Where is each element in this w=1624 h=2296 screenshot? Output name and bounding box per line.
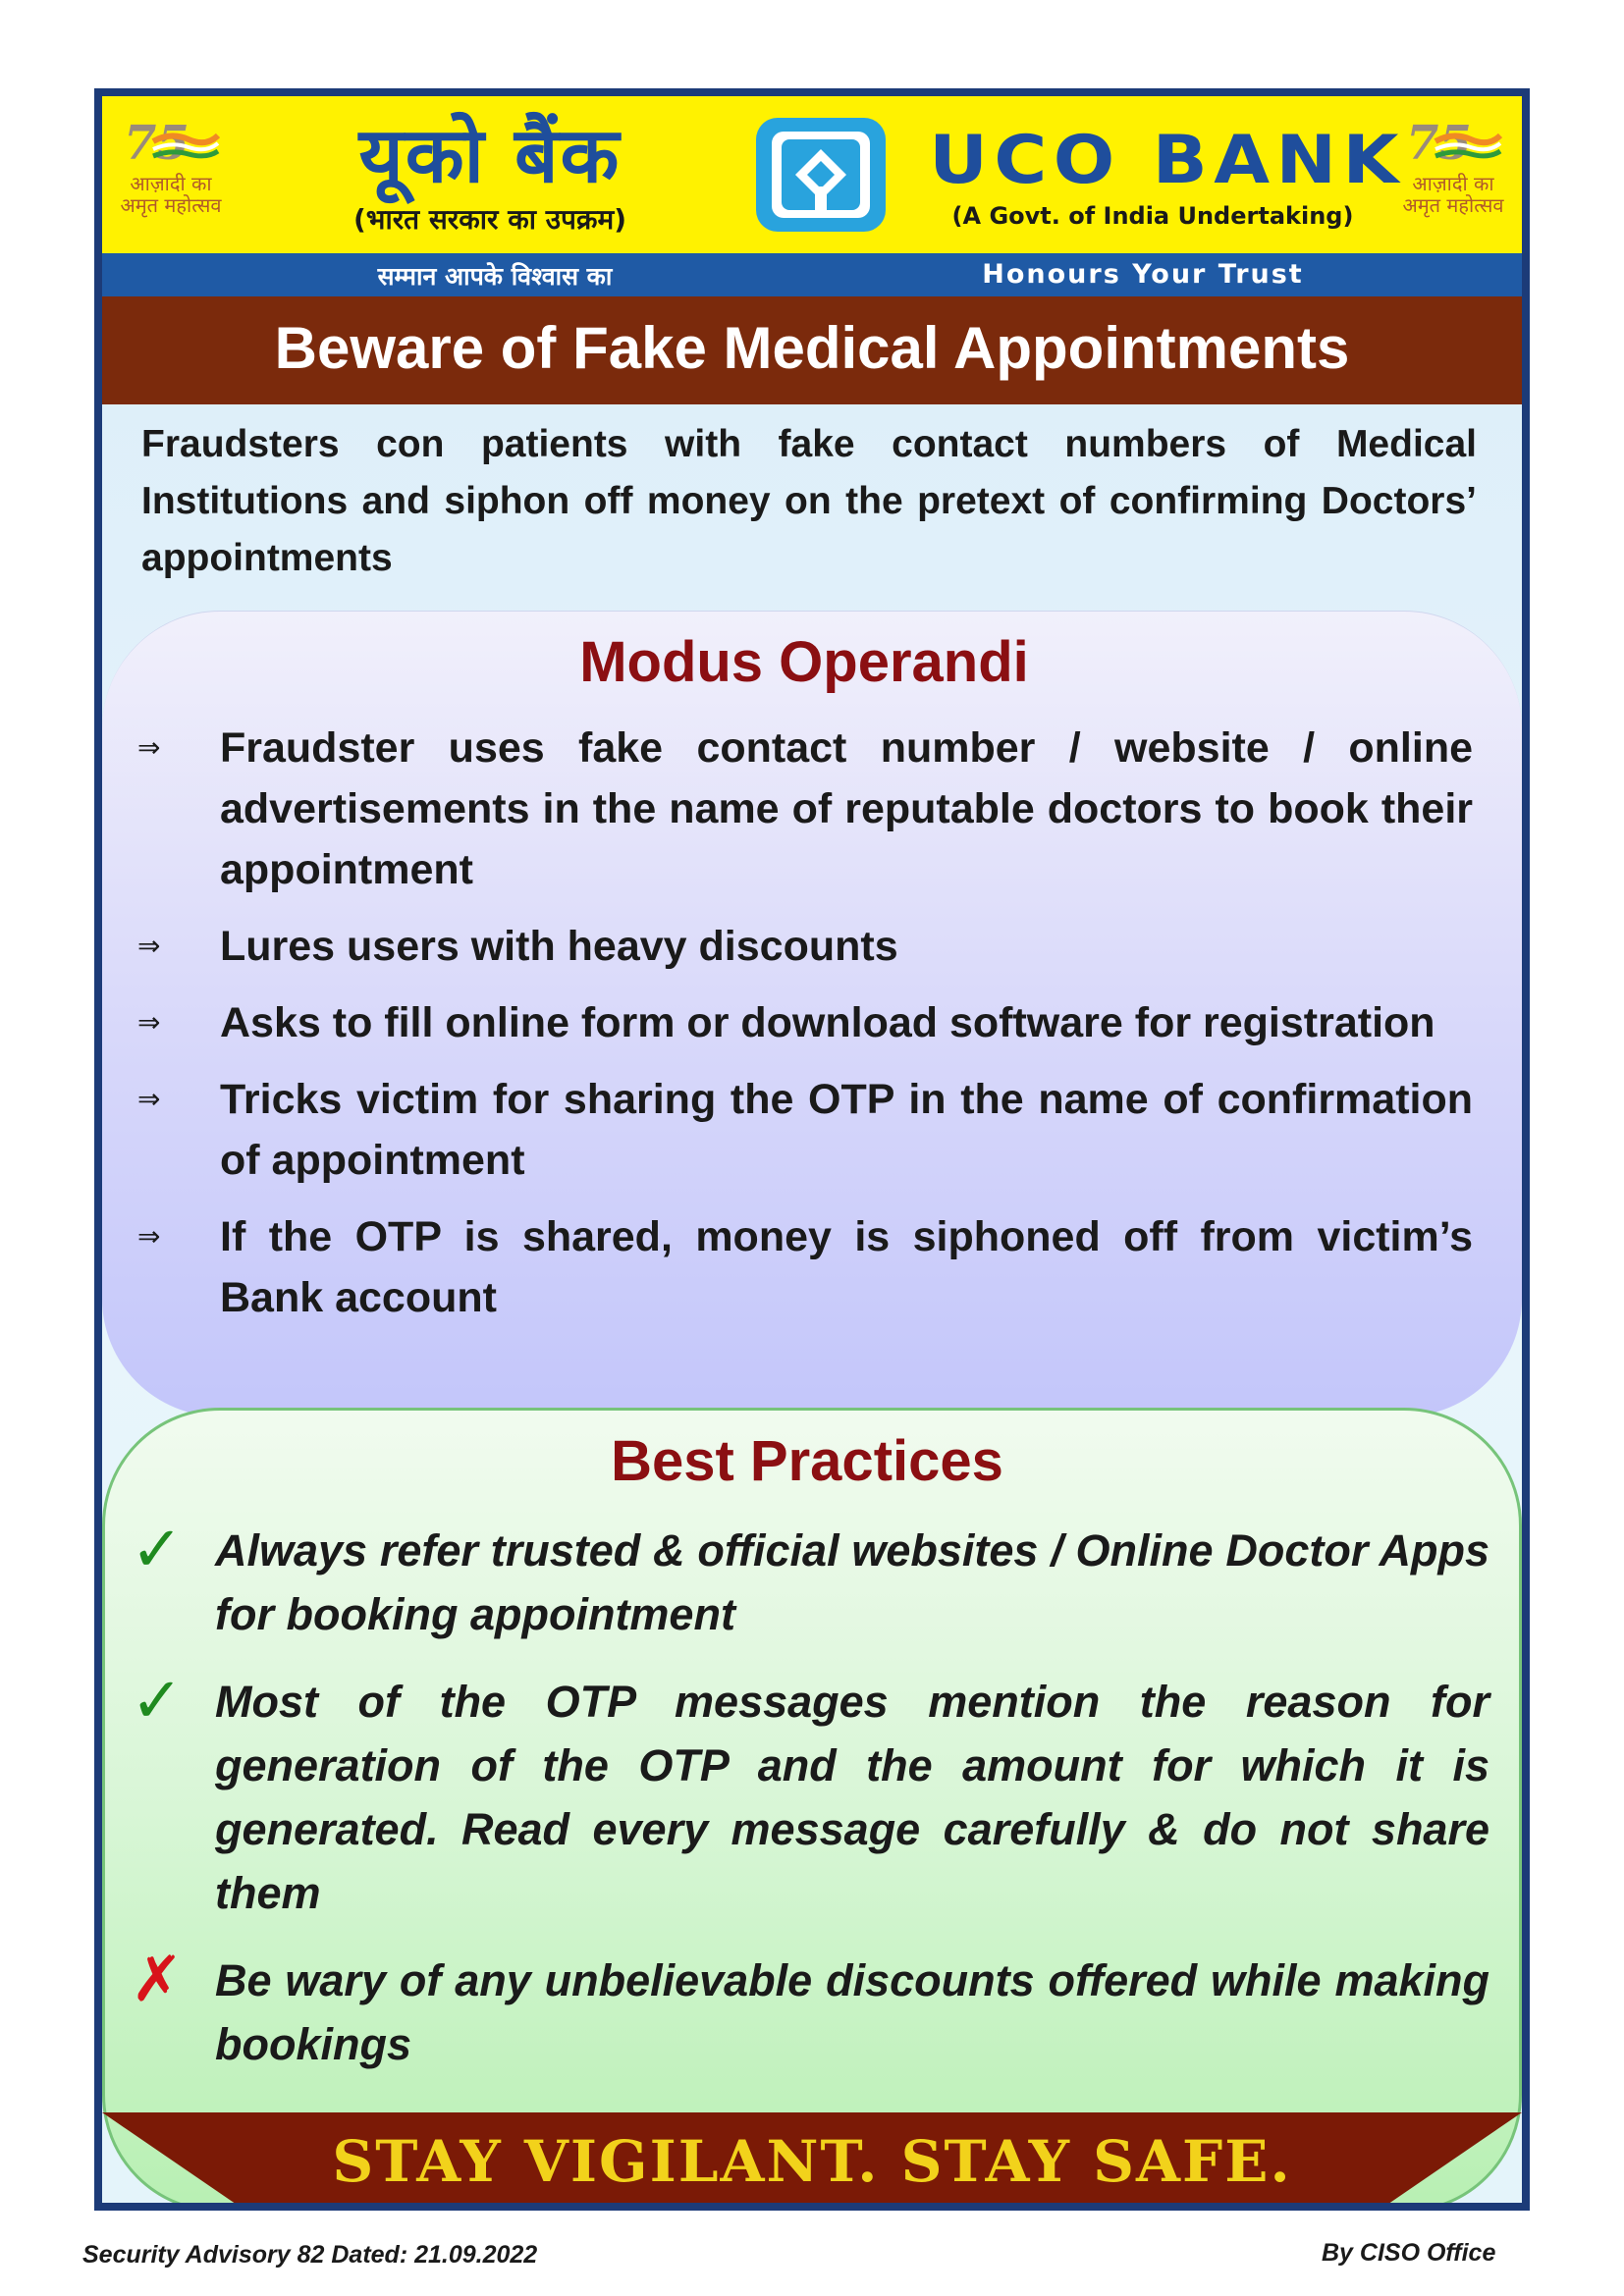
azadi-text: आज़ादी का अमृत महोत्सव [1402, 172, 1504, 217]
arrow-icon: ⇒ [137, 930, 161, 962]
azadi-emblem-left [112, 116, 230, 234]
tagline-english: Honours Your Trust [982, 259, 1304, 290]
modus-operandi-list [137, 718, 1473, 1344]
list-item-text: Be wary of any unbelievable discounts offered while making bookings [215, 1955, 1489, 2069]
advisory-reference: Security Advisory 82 Dated: 21.09.2022 [82, 2241, 538, 2269]
list-item [137, 1069, 1473, 1191]
azadi-number: 75 [1406, 116, 1472, 171]
list-item [131, 1665, 1489, 1925]
list-item [137, 916, 1473, 977]
cross-icon: ✗ [131, 1944, 184, 2016]
list-item [131, 1944, 1489, 2076]
arrow-icon: ⇒ [137, 1220, 161, 1253]
uco-bank-logo-icon [748, 110, 893, 240]
bank-name-hindi: यूको बैंक [358, 112, 622, 200]
footer-banner [102, 2112, 1522, 2211]
list-item-text: If the OTP is shared, money is siphoned off from victim’s Bank account [220, 1213, 1473, 1321]
list-item-text: Tricks victim for sharing the OTP in the name of confirmation of appointment [220, 1076, 1473, 1184]
arrow-icon: ⇒ [137, 1083, 161, 1115]
best-practices-list [131, 1514, 1489, 2100]
intro-paragraph: Fraudsters con patients with fake contact numbers of Medical Institutions and siphon off money on the pretext of confirming Doctors’ appointments [141, 423, 1477, 579]
page-title: Beware of Fake Medical Appointments [274, 315, 1350, 381]
azadi-number: 75 [124, 116, 189, 171]
list-item [131, 1514, 1489, 1646]
list-item [137, 718, 1473, 900]
tagline-hindi: सम्मान आपके विश्वास का [377, 262, 613, 291]
azadi-text: आज़ादी का अमृत महोत्सव [120, 172, 222, 217]
list-item [137, 1206, 1473, 1328]
flag-icon [151, 130, 220, 159]
arrow-icon: ⇒ [137, 1006, 161, 1039]
list-item-text: Most of the OTP messages mention the reason for generation of the OTP and the amount for which it is generated. Read every message carefully & do not share them [215, 1677, 1489, 1918]
flag-icon [1434, 130, 1502, 159]
azadi-emblem-right [1394, 116, 1512, 234]
advisory-frame [94, 88, 1530, 2211]
list-item-text: Asks to fill online form or download software for registration [220, 999, 1435, 1046]
check-icon: ✓ [131, 1665, 184, 1737]
title-bar [102, 296, 1522, 404]
list-item [137, 992, 1473, 1053]
modus-operandi-panel [102, 611, 1522, 1416]
list-item-text: Lures users with heavy discounts [220, 923, 898, 970]
tagline-bar [102, 253, 1522, 296]
best-practices-panel [102, 1408, 1522, 2211]
list-item-text: Fraudster uses fake contact number / website / online advertisements in the name of reputable doctors to book their appointment [220, 724, 1473, 893]
author-credit: By CISO Office [1322, 2239, 1496, 2267]
list-item-text: Always refer trusted & official websites / Online Doctor Apps for booking appointment [215, 1525, 1489, 1639]
bank-name-english: UCO BANK [929, 122, 1405, 199]
bank-subtitle-hindi: (भारत सरकार का उपक्रम) [352, 203, 627, 236]
best-practices-heading: Best Practices [611, 1429, 1003, 1493]
advisory-content [102, 296, 1522, 2211]
footer-slogan: STAY VIGILANT. STAY SAFE. [332, 2128, 1292, 2195]
modus-operandi-heading: Modus Operandi [579, 630, 1029, 694]
arrow-icon: ⇒ [137, 731, 161, 764]
bank-subtitle-english: (A Govt. of India Undertaking) [951, 202, 1354, 230]
check-icon: ✓ [131, 1514, 184, 1586]
bank-header [102, 96, 1522, 253]
